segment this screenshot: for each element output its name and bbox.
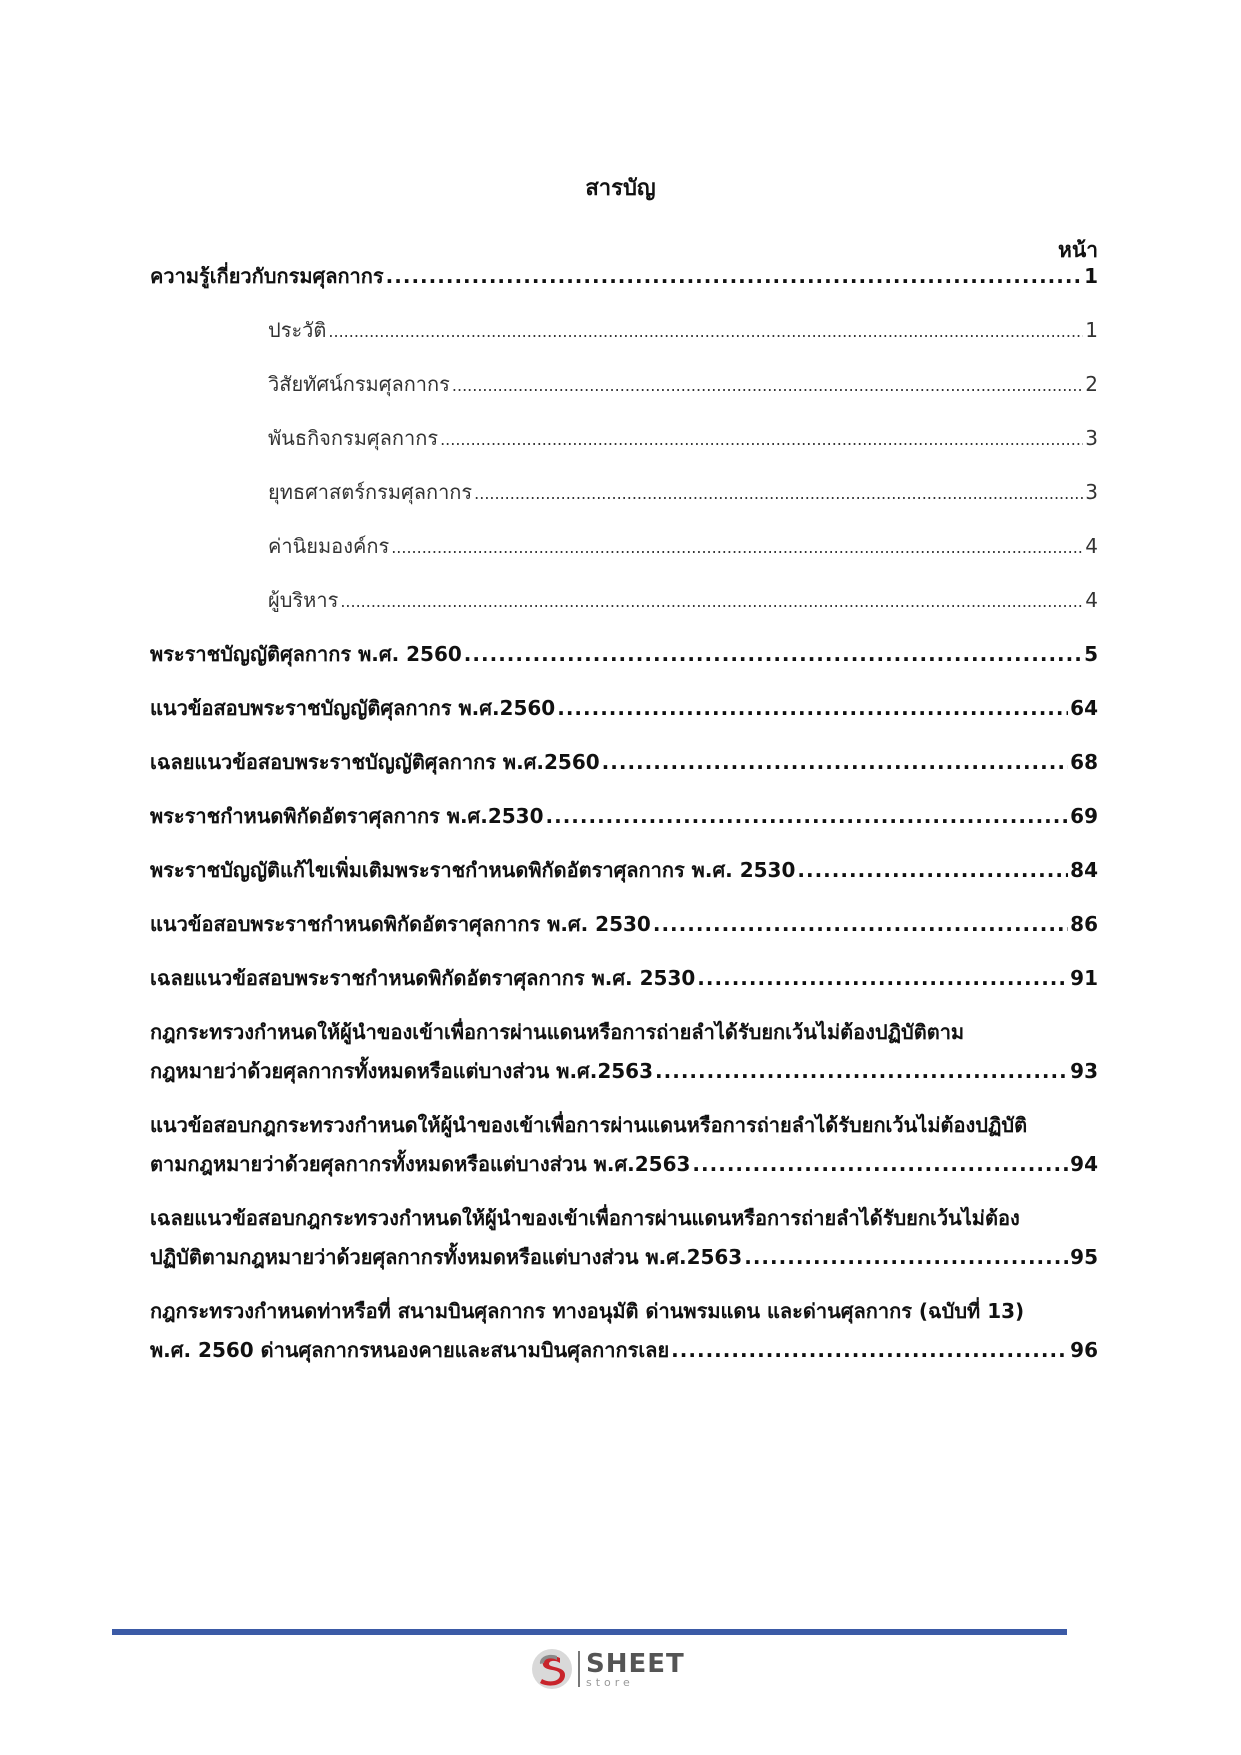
dot-leader (653, 910, 1068, 938)
toc-entry-page: 84 (1070, 858, 1098, 882)
toc-entry-text: วิสัยทัศน์กรมศุลกากร (268, 372, 450, 396)
logo-sub-text: store (586, 1675, 634, 1689)
logo-wordmark (586, 1648, 685, 1689)
toc-entry-page: 94 (1070, 1152, 1098, 1176)
toc-entry-text: กฎหมายว่าด้วยศุลกากรทั้งหมดหรือแต่บางส่วน พ.ศ.2563 (150, 1059, 654, 1083)
table-of-contents (150, 0, 1098, 1755)
toc-entry-page: 69 (1070, 804, 1098, 828)
toc-entry-page: 96 (1070, 1338, 1098, 1362)
toc-entry-text: แนวข้อสอบพระราชกำหนดพิกัดอัตราศุลกากร พ.ศ. 2530 (150, 912, 651, 936)
dot-leader (744, 1243, 1068, 1271)
toc-entry-page: 1 (1084, 264, 1098, 288)
toc-entry-text: เฉลยแนวข้อสอบพระราชบัญญัติศุลกากร พ.ศ.2560 (150, 750, 600, 774)
dot-leader (440, 426, 1083, 454)
toc-entry-page: 91 (1070, 966, 1098, 990)
dot-leader (697, 964, 1068, 992)
dot-leader (464, 640, 1082, 668)
toc-entry[interactable] (150, 640, 1098, 668)
toc-subentry[interactable] (268, 532, 1098, 562)
toc-entry-text: แนวข้อสอบพระราชบัญญัติศุลกากร พ.ศ.2560 (150, 696, 556, 720)
toc-entry-text: ปฏิบัติตามกฎหมายว่าด้วยศุลกากรทั้งหมดหรือแต่บางส่วน พ.ศ.2563 (150, 1245, 743, 1269)
logo-separator (578, 1651, 580, 1687)
toc-entry[interactable] (150, 1150, 1098, 1178)
toc-entry-text: พระราชบัญญัติแก้ไขเพิ่มเติมพระราชกำหนดพิกัดอัตราศุลกากร พ.ศ. 2530 (150, 858, 796, 882)
toc-entry-line1[interactable]: กฎกระทรวงกำหนดท่าหรือที่ สนามบินศุลกากร ทางอนุมัติ ด่านพรมแดน และด่านศุลกากร (ฉบับที่ 13) (150, 1299, 1025, 1323)
toc-subentry[interactable] (268, 316, 1098, 346)
toc-entry[interactable] (150, 748, 1098, 776)
sheet-store-logo-icon (530, 1647, 574, 1691)
toc-entry-text: ค่านิยมองค์กร (268, 534, 390, 558)
dot-leader (557, 694, 1068, 722)
toc-entry-text: พันธกิจกรมศุลกากร (268, 426, 439, 450)
dot-leader (692, 1150, 1068, 1178)
dot-leader (474, 480, 1083, 508)
toc-entry[interactable] (150, 802, 1098, 830)
toc-entry-text: เฉลยแนวข้อสอบพระราชกำหนดพิกัดอัตราศุลกากร พ.ศ. 2530 (150, 966, 696, 990)
toc-entry-text: ความรู้เกี่ยวกับกรมศุลกากร (150, 264, 384, 288)
toc-entry-text: พระราชกำหนดพิกัดอัตราศุลกากร พ.ศ.2530 (150, 804, 544, 828)
toc-entry-text: ตามกฎหมายว่าด้วยศุลกากรทั้งหมดหรือแต่บางส่วน พ.ศ.2563 (150, 1152, 691, 1176)
toc-entry-page: 4 (1085, 534, 1098, 558)
dot-leader (546, 802, 1069, 830)
dot-leader (452, 372, 1083, 400)
toc-entry-line1[interactable]: แนวข้อสอบกฎกระทรวงกำหนดให้ผู้นำของเข้าเพื่อการผ่านแดนหรือการถ่ายลำได้รับยกเว้นไม่ต้องปฏิบัติ (150, 1113, 1028, 1137)
toc-entry-text: ผู้บริหาร (268, 588, 339, 612)
page-title: สารบัญ (585, 176, 656, 201)
toc-subentry[interactable] (268, 424, 1098, 454)
toc-entry[interactable] (150, 910, 1098, 938)
toc-entry-page: 86 (1070, 912, 1098, 936)
toc-entry[interactable] (150, 1243, 1098, 1271)
toc-entry-page: 5 (1084, 642, 1098, 666)
toc-entry-text: พระราชบัญญัติศุลกากร พ.ศ. 2560 (150, 642, 462, 666)
toc-entry[interactable] (150, 1057, 1098, 1085)
toc-entry-line1[interactable]: เฉลยแนวข้อสอบกฎกระทรวงกำหนดให้ผู้นำของเข้าเพื่อการผ่านแดนหรือการถ่ายลำได้รับยกเว้นไม่ต้อง (150, 1206, 1020, 1230)
dot-leader (797, 856, 1068, 884)
toc-entry-page: 3 (1085, 480, 1098, 504)
toc-subentry[interactable] (268, 478, 1098, 508)
toc-entry-page: 1 (1085, 318, 1098, 342)
footer-divider (112, 1629, 1067, 1635)
toc-entry[interactable] (150, 1336, 1098, 1364)
toc-entry-page: 4 (1085, 588, 1098, 612)
dot-leader (386, 262, 1082, 290)
toc-entry-page: 3 (1085, 426, 1098, 450)
toc-subentry[interactable] (268, 586, 1098, 616)
dot-leader (391, 534, 1083, 562)
toc-entry-line1[interactable]: กฎกระทรวงกำหนดให้ผู้นำของเข้าเพื่อการผ่านแดนหรือการถ่ายลำได้รับยกเว้นไม่ต้องปฏิบัติตาม (150, 1020, 965, 1044)
toc-entry-page: 2 (1085, 372, 1098, 396)
toc-entry[interactable] (150, 262, 1098, 290)
toc-entry-page: 64 (1070, 696, 1098, 720)
dot-leader (671, 1336, 1068, 1364)
toc-entry[interactable] (150, 856, 1098, 884)
dot-leader (602, 748, 1069, 776)
toc-entry-page: 95 (1070, 1245, 1098, 1269)
dot-leader (340, 588, 1083, 616)
toc-entry-text: ประวัติ (268, 318, 327, 342)
dot-leader (655, 1057, 1068, 1085)
toc-entry-text: พ.ศ. 2560 ด่านศุลกากรหนองคายและสนามบินศุลกากรเลย (150, 1338, 670, 1362)
page-column-header: หน้า (1058, 238, 1098, 262)
toc-subentry[interactable] (268, 370, 1098, 400)
toc-entry[interactable] (150, 694, 1098, 722)
dot-leader (328, 318, 1083, 346)
logo-main-text: SHEET (586, 1648, 685, 1679)
toc-entry[interactable] (150, 964, 1098, 992)
toc-entry-text: ยุทธศาสตร์กรมศุลกากร (268, 480, 473, 504)
brand-logo (530, 1647, 710, 1691)
toc-entry-page: 68 (1070, 750, 1098, 774)
toc-entry-page: 93 (1070, 1059, 1098, 1083)
